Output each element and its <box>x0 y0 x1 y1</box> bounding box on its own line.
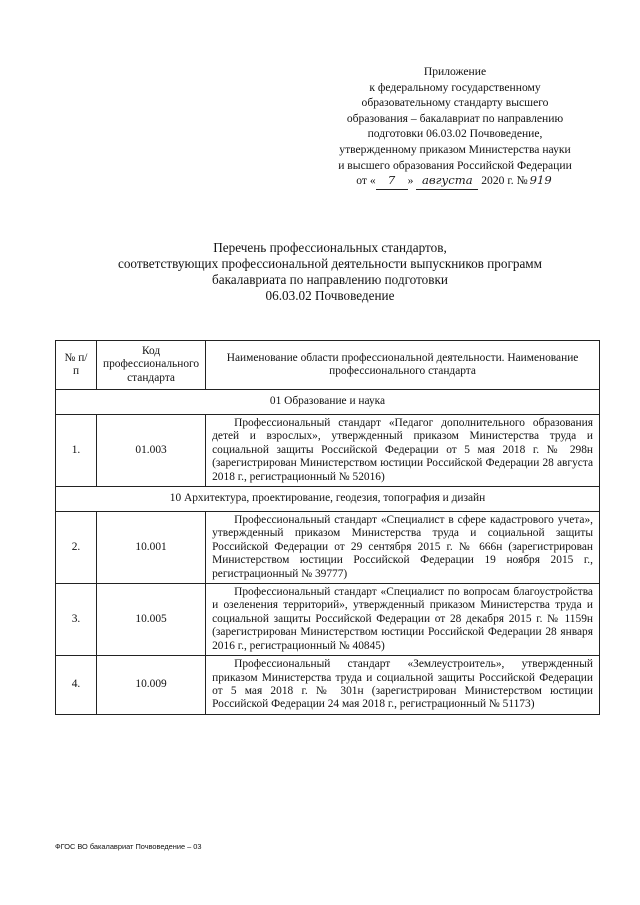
date-year: 2020 г. № <box>481 174 528 188</box>
title-line: бакалавриата по направлению подготовки <box>212 272 448 287</box>
row-standard-name: Профессиональный стандарт «Педагог дополнительного образования детей и взрослых», утвержденный приказом Министерства труда и социальной защиты Российской Федерации от 5 мая 2018 г. № 298н (зарегистрирован Министерством юстиции Российской Федерации 28 августа 2018 г., регистрационный № 52016) <box>206 415 600 487</box>
row-number: 1. <box>56 415 97 487</box>
order-date-line <box>300 173 610 190</box>
section-row <box>56 487 600 512</box>
table-row <box>56 656 600 715</box>
standards-table <box>55 340 600 715</box>
table-row <box>56 415 600 487</box>
header-name: Наименование области профессиональной деятельности. Наименование профессионального стандарта <box>206 341 600 390</box>
appendix-line: к федеральному государственному <box>369 80 541 94</box>
row-code: 01.003 <box>97 415 206 487</box>
table-header-row <box>56 341 600 390</box>
page-footer: ФГОС ВО бакалавриат Почвоведение – 03 <box>55 842 202 851</box>
title-line: 06.03.02 Почвоведение <box>265 288 395 303</box>
section-title: 01 Образование и наука <box>56 390 600 415</box>
row-code: 10.009 <box>97 656 206 715</box>
row-number: 4. <box>56 656 97 715</box>
table-row <box>56 584 600 656</box>
appendix-block <box>300 64 610 190</box>
row-number: 3. <box>56 584 97 656</box>
row-code: 10.005 <box>97 584 206 656</box>
title-line: соответствующих профессиональной деятельности выпускников программ <box>117 256 542 271</box>
section-title: 10 Архитектура, проектирование, геодезия, топография и дизайн <box>56 487 600 512</box>
row-standard-name: Профессиональный стандарт «Землеустроитель», утвержденный приказом Министерства труда и социальной защиты Российской Федерации от 5 мая 2018 г. № 301н (зарегистрирован Министерством юстиции Российской Федерации 24 мая 2018 г., регистрационный № 51173) <box>206 656 600 715</box>
header-code: Код профессионального стандарта <box>97 341 206 390</box>
date-prefix: от « <box>356 174 376 188</box>
header-no: № п/п <box>56 341 97 390</box>
title-line: Перечень профессиональных стандартов, <box>213 240 447 255</box>
row-number: 2. <box>56 512 97 584</box>
appendix-line: образования – бакалавриат по направлению <box>346 111 564 125</box>
section-row <box>56 390 600 415</box>
appendix-line: и высшего образования Российской Федерации <box>338 158 572 172</box>
date-mid: » <box>407 174 414 188</box>
table-row <box>56 512 600 584</box>
handwritten-day: 7 <box>376 173 408 190</box>
appendix-line: подготовки 06.03.02 Почвоведение, <box>367 127 543 141</box>
document-title <box>40 240 620 304</box>
appendix-line: Приложение <box>423 65 487 78</box>
row-code: 10.001 <box>97 512 206 584</box>
appendix-line: утвержденному приказом Министерства науки <box>339 142 571 156</box>
row-standard-name: Профессиональный стандарт «Специалист в сфере кадастрового учета», утвержденный приказом Министерства труда и социальной защиты Российской Федерации от 29 сентября 2015 г. № 666н (зарегистрирован Министерством юстиции Российской Федерации 19 ноября 2015 г., регистрационный № 39777) <box>206 512 600 584</box>
handwritten-order-number: 919 <box>529 173 552 188</box>
appendix-line: образовательному стандарту высшего <box>361 96 549 110</box>
row-standard-name: Профессиональный стандарт «Специалист по вопросам благоустройства и озеленения территорий», утвержденный приказом Министерства труда и социальной защиты Российской Федерации от 28 декабря 2015 г. № 1159н (зарегистрирован Министерством юстиции Российской Федерации 28 января 2016 г., регистрационный № 40845) <box>206 584 600 656</box>
handwritten-month: августа <box>416 173 478 190</box>
